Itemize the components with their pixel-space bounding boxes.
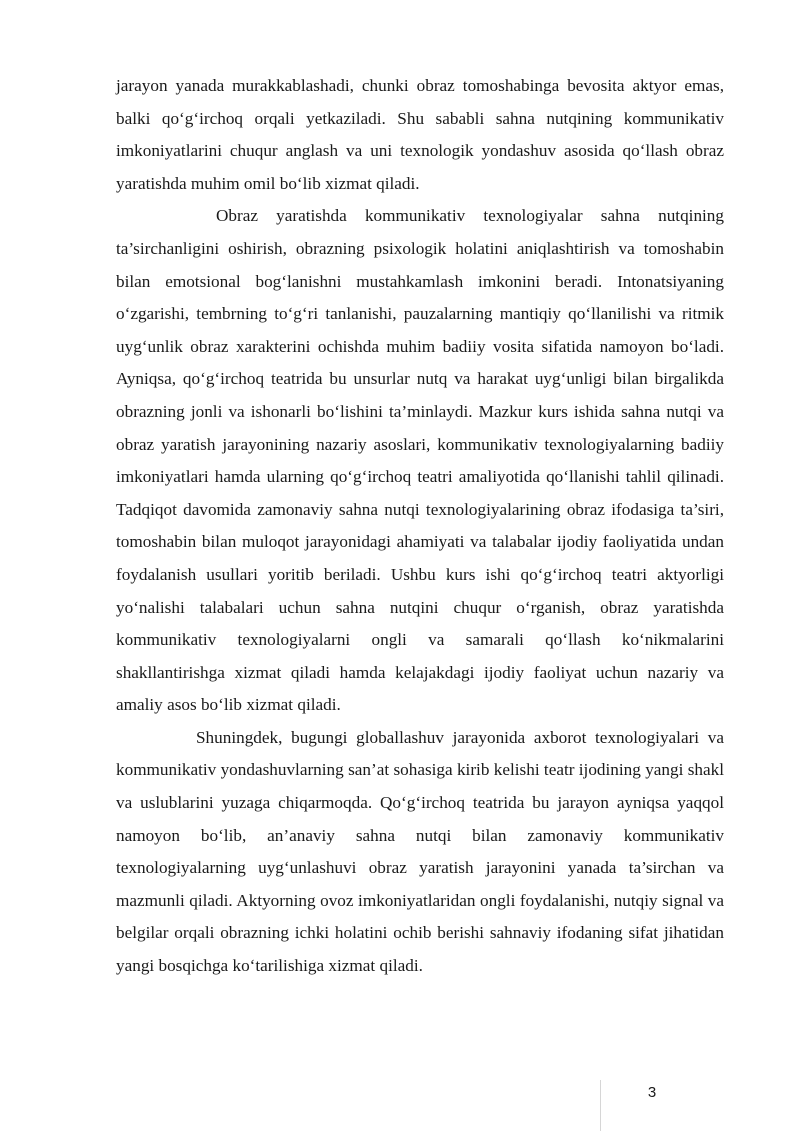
body-text	[116, 70, 724, 983]
page-number: 3	[647, 1084, 657, 1101]
paragraph-globalization: Shuningdek, bugungi globallashuv jarayonida axborot texnologiyalari va kommunikativ yondashuvlarning san’at sohasiga kirib kelishi teatr ijodining yangi shakl va uslublarini yuzaga chiqarmoqda. Qo‘g‘irchoq teatrida bu jarayon ayniqsa yaqqol namoyon bo‘lib, an’anaviy sahna nutqi bilan zamonaviy kommunikativ texnologiyalarning uyg‘unlashuvi obraz yaratish jarayonini yanada ta’sirchan va mazmunli qiladi. Aktyorning ovoz imkoniyatlaridan ongli foydalanishi, nutqiy signal va belgilar orqali obrazning ichki holatini ochib berishi sahnaviy ifodaning sifat jihatidan yangi bosqichga ko‘tarilishiga xizmat qiladi.	[116, 727, 724, 976]
paragraph-communicative-technologies: Obraz yaratishda kommunikativ texnologiyalar sahna nutqining ta’sirchanligini oshirish, obrazning psixologik holatini aniqlashtirish va tomoshabin bilan emotsional bog‘lanishni mustahkamlash imkonini beradi. Intonatsiyaning o‘zgarishi, tembrning to‘g‘ri tanlanishi, pauzalarning mantiqiy qo‘llanilishi va ritmik uyg‘unlik obraz xarakterini ochishda muhim badiiy vosita sifatida namoyon bo‘ladi. Ayniqsa, qo‘g‘irchoq teatrida bu unsurlar nutq va harakat uyg‘unligi bilan birgalikda obrazning jonli va ishonarli bo‘lishini ta’minlaydi. Mazkur kurs ishida sahna nutqi va obraz yaratish jarayonining nazariy asoslari, kommunikativ texnologiyalarning badiiy imkoniyatlari hamda ularning qo‘g‘irchoq teatri amaliyotida qo‘llanishi tahlil qilinadi. Tadqiqot davomida zamonaviy sahna nutqi texnologiyalarining obraz ifodasiga ta’siri, tomoshabin bilan muloqot jarayonidagi ahamiyati va talabalar ijodiy faoliyatida undan foydalanish usullari yoritib beriladi. Ushbu kurs ishi qo‘g‘irchoq teatri aktyorligi yo‘nalishi talabalari uchun sahna nutqini chuqur o‘rganish, obraz yaratishda kommunikativ texnologiyalarni ongli va samarali qo‘llash ko‘nikmalarini shakllantirishga xizmat qiladi hamda kelajakdagi ijodiy faoliyat uchun nazariy va amaliy asos bo‘lib xizmat qiladi.	[116, 206, 724, 715]
paragraph-continuation: jarayon yanada murakkablashadi, chunki obraz tomoshabinga bevosita aktyor emas, balki qo‘g‘irchoq orqali yetkaziladi. Shu sababli sahna nutqining kommunikativ imkoniyatlarini chuqur anglash va uni texnologik yondashuv asosida qo‘llash obraz yaratishda muhim omil bo‘lib xizmat qiladi.	[116, 76, 724, 193]
footer-divider	[600, 1080, 601, 1131]
